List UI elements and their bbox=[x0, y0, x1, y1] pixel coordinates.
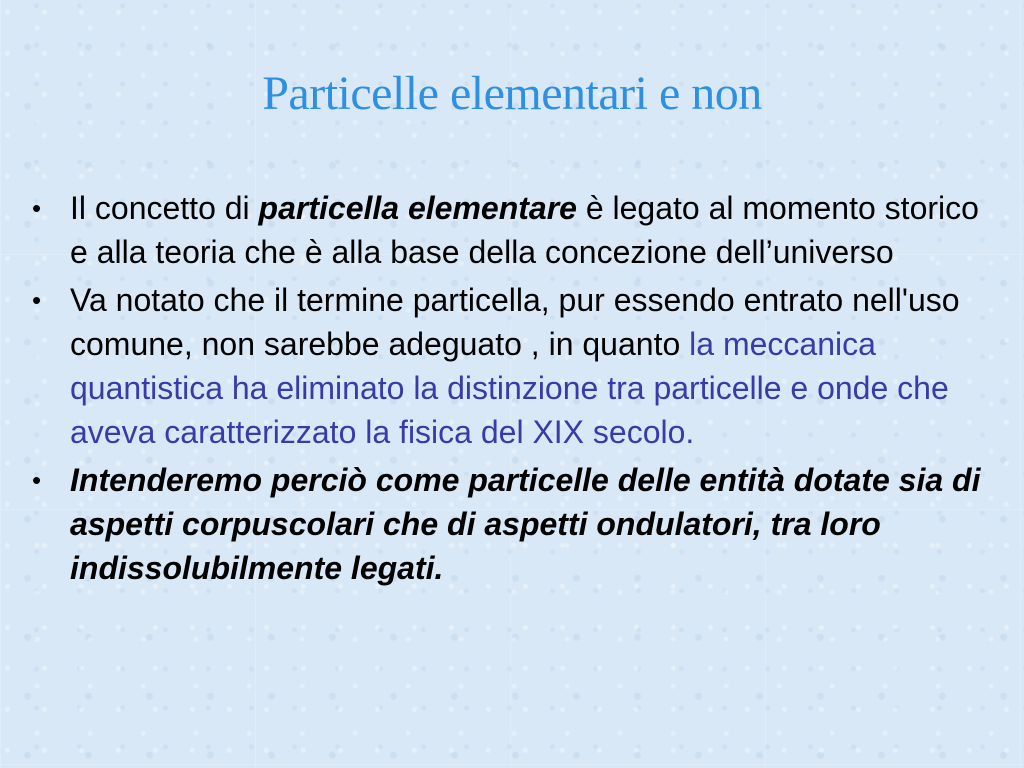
bullet-item-2 bbox=[30, 278, 990, 454]
slide-title: Particelle elementari e non bbox=[262, 67, 762, 120]
bullet-2-highlight: la meccanica quantistica ha eliminato la distinzione tra particelle e onde che aveva caratterizzato la fisica del XIX secolo. bbox=[70, 326, 949, 450]
bullet-icon: • bbox=[32, 193, 42, 223]
bullet-2-text-start: Va notato che il termine particella, pur essendo entrato nell'uso comune, non sarebbe adeguato , in quanto bbox=[70, 282, 960, 362]
bullet-1-text-start: Il concetto di bbox=[70, 190, 259, 226]
bullet-icon: • bbox=[32, 465, 42, 495]
bullet-3-text: Intenderemo perciò come particelle delle entità dotate sia di aspetti corpuscolari che di aspetti ondulatori, tra loro indissolubilmente legati. bbox=[70, 462, 981, 586]
bullet-1-text-end: è legato al momento storico e alla teoria che è alla base della concezione dell’universo bbox=[70, 190, 979, 270]
bullet-1-emphasis: particella elementare bbox=[258, 190, 577, 226]
bullet-icon: • bbox=[32, 285, 42, 315]
bullet-list bbox=[30, 186, 990, 594]
bullet-item-1 bbox=[30, 186, 990, 274]
bullet-item-3 bbox=[30, 458, 990, 590]
